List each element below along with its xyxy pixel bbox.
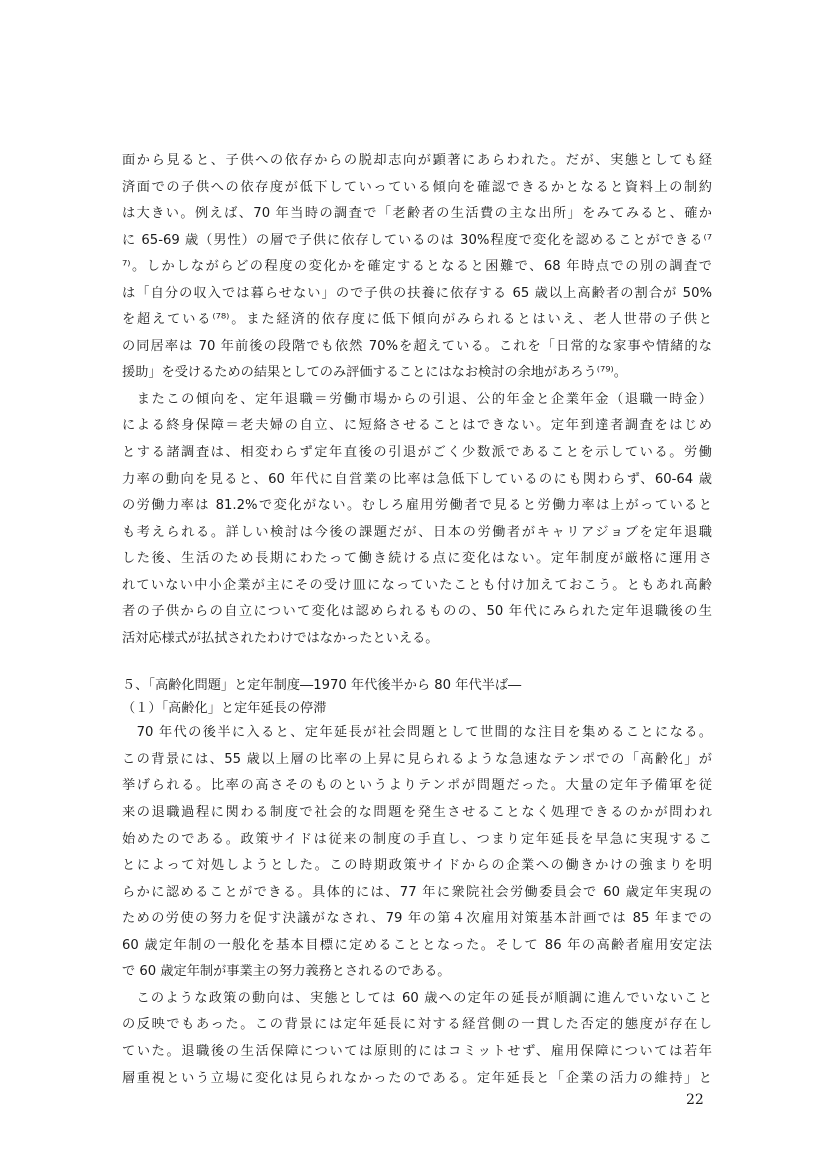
text-line: の反映でもあった。この背景には定年延長に対する経営側の一貫した否定的態度が存在し (122, 1017, 712, 1033)
text-line: も考えられる。詳しい検討は今後の課題だが、日本の労働者がキャリアジョブを定年退職 (122, 524, 712, 540)
paragraph-3 (122, 720, 712, 985)
section-spacer (122, 652, 712, 674)
text-line: 60 歳定年制の一般化を基本目標に定めることとなった。そして 86 年の高齢者雇用安定法 (122, 937, 712, 953)
text-line: 面から見ると、子供への依存からの脱却志向が顕著にあらわれた。だが、実態としても経 (122, 153, 712, 168)
text-line: らかに認めることができる。具体的には、77 年に衆院社会労働委員会で 60 歳定年実現の (122, 884, 712, 900)
text-line: は「自分の収入では暮らせない」ので子供の扶養に依存する 65 歳以上高齢者の割合が 50% (122, 285, 712, 301)
text-line: の同居率は 70 年前後の段階でも依然 70%を超えている。これを「日常的な家事や情緒的な (122, 338, 712, 354)
text-line: またこの傾向を、定年退職＝労働市場からの引退、公的年金と企業年金（退職一時金） (122, 391, 712, 407)
text-line: ための労使の努力を促す決議がなされ、79 年の第４次雇用対策基本計画では 85 年までの (122, 911, 712, 927)
text-line: このような政策の動向は、実態としては 60 歳への定年の延長が順調に進んでいないこと (122, 990, 712, 1006)
text-line: の労働力率は 81.2%で変化がない。むしろ雇用労働者で見ると労働力率は上がっていると (122, 498, 712, 514)
paragraph-2 (122, 387, 712, 652)
text-line: で 60 歳定年制が事業主の努力義務とされるのである。 (122, 964, 451, 980)
section-heading: ５、「高齢化問題」と定年制度―1970 年代後半から 80 年代半ば― (122, 678, 522, 694)
paragraph-4 (122, 986, 712, 1092)
text-line: とによって対処しようとした。この時期政策サイドからの企業への働きかけの強まりを明 (122, 858, 712, 874)
text-line: 済面での子供への依存度が低下していっている傾向を確認できるかとなると資料上の制約 (122, 179, 712, 195)
text-line: は大きい。例えば、70 年当時の調査で「老齢者の生活費の主な出所」をみてみると、確か (122, 206, 712, 222)
text-line: 層重視という立場に変化は見られなかったのである。定年延長と「企業の活力の維持」と (122, 1070, 712, 1086)
text-line: 来の退職過程に関わる制度で社会的な問題を発生させることなく処理できるのかが問われ (122, 805, 712, 821)
text-line: 始めたのである。政策サイドは従来の制度の手直し、つまり定年延長を早急に実現するこ (122, 831, 712, 847)
subsection-heading: （１）「高齢化」と定年延長の停滞 (122, 701, 327, 717)
text-line: 70 年代の後半に入ると、定年延長が社会問題として世間的な注目を集めることになる。 (122, 725, 712, 741)
text-line: 力率の動向を見ると、60 年代に自営業の比率は急低下しているのにも関わらず、60-64 歳 (122, 471, 712, 487)
text-line: に 65-69 歳（男性）の層で子供に依存しているのは 30%程度で変化を認めることができる⁽⁷ (122, 232, 712, 248)
text-line: した後、生活のため長期にわたって働き続ける点に変化はない。定年制度が厳格に運用さ (122, 551, 712, 567)
text-line: を超えている⁽⁷⁸⁾。また経済的依存度に低下傾向がみられるとはいえ、老人世帯の子供と (122, 312, 712, 328)
text-line: 援助」を受けるための結果としてのみ評価することにはなお検討の余地があろう⁽⁷⁹⁾。 (122, 365, 627, 381)
text-line: 活対応様式が払拭されたわけではなかったといえる。 (122, 630, 439, 646)
text-line: ⁷⁾。しかしながらどの程度の変化かを確定するとなると困難で、68 年時点での別の調査で (122, 259, 712, 275)
body-text (122, 148, 712, 1092)
text-line: 挙げられる。比率の高さそのものというよりテンポが問題だった。大量の定年予備軍を従 (122, 778, 712, 794)
text-line: れていない中小企業が主にその受け皿になっていたことも付け加えておこう。ともあれ高齢 (122, 577, 712, 593)
text-line: ていた。退職後の生活保障については原則的にはコミットせず、雇用保障については若年 (122, 1043, 712, 1059)
text-line: この背景には、55 歳以上層の比率の上昇に見られるような急速なテンポでの「高齢化」が (122, 751, 712, 767)
text-line: とする諸調査は、相変わらず定年直後の引退がごく少数派であることを示している。労働 (122, 445, 712, 461)
text-line: による終身保障＝老夫婦の自立、に短絡させることはできない。定年到達者調査をはじめ (122, 418, 712, 434)
paragraph-1 (122, 148, 712, 387)
section-heading-block (122, 674, 712, 720)
text-line: 者の子供からの自立について変化は認められるものの、50 年代にみられた定年退職後の生 (122, 604, 712, 620)
page-number: 22 (686, 1092, 704, 1108)
